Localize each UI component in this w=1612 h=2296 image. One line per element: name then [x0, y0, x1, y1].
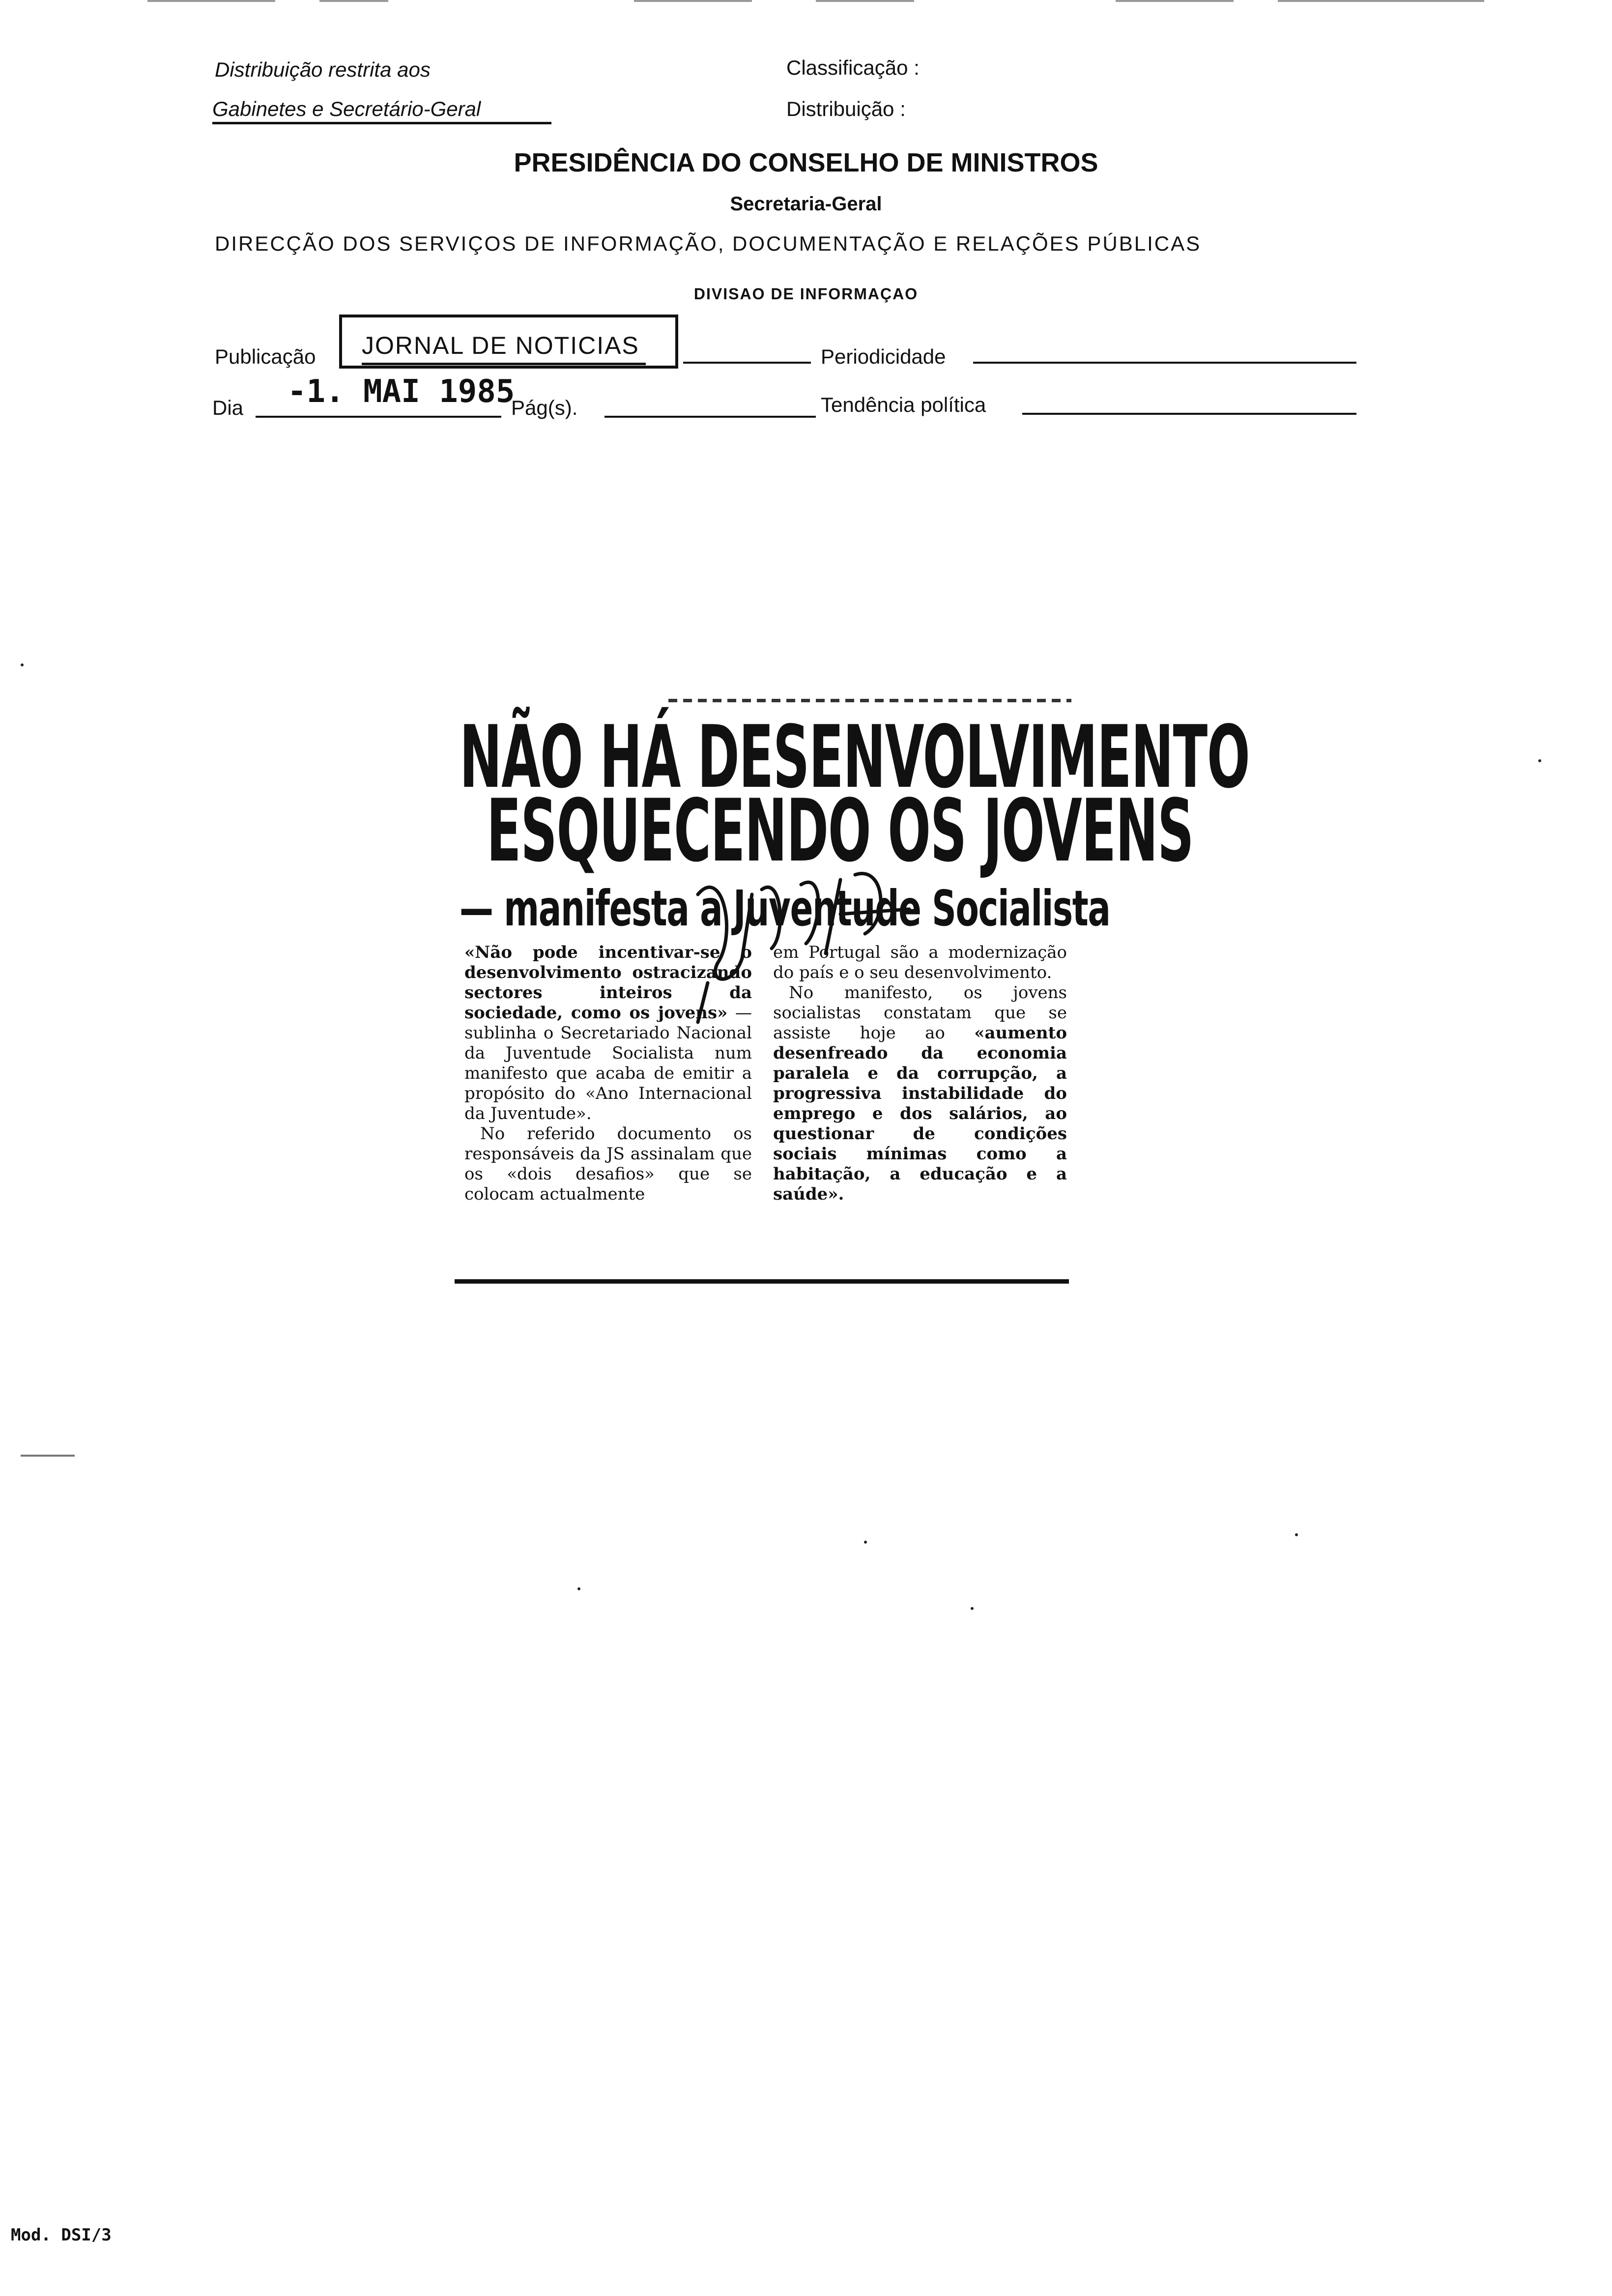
headline-line2: ESQUECENDO OS JOVENS [487, 781, 1194, 881]
scan-speck [577, 1587, 580, 1590]
scan-speck [971, 1607, 974, 1610]
day-value: -1. MAI 1985 [288, 373, 515, 410]
day-label: Dia [212, 396, 244, 419]
publication-stamp [339, 315, 678, 369]
scan-mark [147, 0, 275, 2]
org-subtitle: Secretaria-Geral [730, 193, 882, 215]
form-code: Mod. DSI/3 [11, 2225, 112, 2245]
publication-field-line [683, 362, 811, 364]
column2-paragraph2-intro: No manifesto, os jovens socialistas constatam que se assiste hoje ao [773, 983, 1067, 1043]
distribution-underline [212, 122, 551, 124]
directorate-title: DIRECÇÃO DOS SERVIÇOS DE INFORMAÇÃO, DOCUMENTAÇÃO E RELAÇÕES PÚBLICAS [215, 232, 1202, 255]
scan-mark [21, 1455, 75, 1457]
pages-label: Pág(s). [511, 396, 578, 419]
day-field-line [256, 416, 501, 418]
scan-speck [21, 663, 24, 666]
publication-stamp-underline [362, 363, 646, 365]
scan-speck [1295, 1533, 1298, 1536]
column2-quote: «aumento desenfreado da economia paralela e da corrupção, a progressiva instabilidade do emprego e dos salários, ao questionar de condições sociais mínimas como a habitação, a educação e a saúde». [773, 1023, 1067, 1204]
scan-mark [1278, 0, 1484, 2]
classification-label: Classificação : [786, 56, 920, 79]
distribution-restriction-line1: Distribuição restrita aos [215, 58, 431, 81]
distribution-restriction-line2: Gabinetes e Secretário-Geral [212, 97, 481, 120]
scan-mark [634, 0, 752, 2]
scan-speck [1538, 759, 1541, 762]
scan-mark [1116, 0, 1234, 2]
clipping-top-edge [668, 699, 1071, 702]
periodicity-field-line [973, 362, 1356, 364]
column1-attribution: — sublinha o Secretariado Nacional da Juventude Socialista num manifesto que acaba de emitir a propósito do «Ano Internacional da Juventude». [464, 1003, 752, 1123]
org-title: PRESIDÊNCIA DO CONSELHO DE MINISTROS [514, 148, 1098, 177]
column1-paragraph2: No referido documento os responsáveis da JS assinalam que os «dois desafios» que se colocam actualmente [464, 1124, 752, 1204]
publication-stamp-text: JORNAL DE NOTICIAS [362, 332, 639, 359]
clipping-bottom-rule [455, 1279, 1069, 1284]
column1-lead-quote: «Não pode incentivar-se o desenvolvimento ostracizando sectores inteiros da sociedade, como os jovens» [464, 943, 752, 1023]
distribution-label: Distribuição : [786, 97, 906, 120]
periodicity-label: Periodicidade [821, 345, 946, 368]
handwritten-annotation [678, 835, 934, 1042]
pages-field-line [604, 416, 816, 418]
political-tendency-label: Tendência política [821, 393, 986, 416]
political-tendency-field-line [1022, 413, 1356, 415]
subheadline: — manifesta a Juventude Socialista [460, 880, 1110, 937]
publication-label: Publicação [215, 345, 316, 368]
scan-speck [864, 1541, 867, 1544]
scan-mark [816, 0, 914, 2]
headline-line1: NÃO HÁ DESENVOLVIMENTO [460, 708, 1250, 807]
column2-paragraph1: em Portugal são a modernização do país e o seu desenvolvimento. [773, 943, 1067, 982]
division-title: DIVISAO DE INFORMAÇAO [693, 285, 919, 303]
scan-mark [319, 0, 388, 2]
